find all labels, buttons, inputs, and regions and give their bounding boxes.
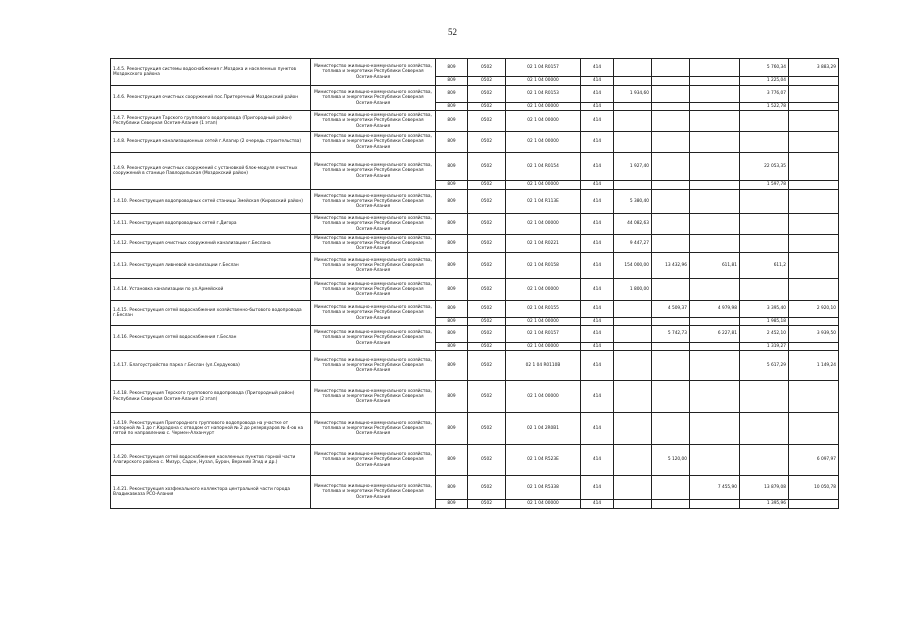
amount-year-3 — [690, 343, 740, 351]
amount-year-3 — [690, 132, 740, 153]
table-row — [111, 445, 839, 476]
amount-year-5 — [789, 181, 839, 190]
program-item-name: 1.4.17. Благоустройство парка г.Беслан (ул.Сердукова) — [111, 351, 311, 381]
amount-year-4 — [740, 445, 789, 476]
amount-year-3: 611,81 — [690, 253, 740, 279]
program-item-name: 1.4.8. Реконструкция канализационных сетей г.Алагир (2 очередь строительства) — [111, 132, 311, 153]
amount-year-2 — [652, 132, 690, 153]
section-code: 0502 — [468, 181, 506, 190]
grbs-code: 809 — [436, 235, 468, 253]
table-row — [111, 351, 839, 381]
amount-year-1 — [614, 351, 652, 381]
amount-year-3: 4 979,98 — [690, 301, 740, 318]
amount-year-3 — [690, 214, 740, 235]
responsible-ministry: Министерство жилищно-коммунального хозяйства, топлива и энергетики Республики Северная Осетия-Алания — [311, 214, 436, 235]
amount-year-2: 13 432,96 — [652, 253, 690, 279]
grbs-code: 809 — [436, 153, 468, 181]
amount-year-4: 22 053,35 — [740, 153, 789, 181]
expense-type-code: 414 — [581, 181, 614, 190]
amount-year-3 — [690, 86, 740, 103]
grbs-code: 809 — [436, 445, 468, 476]
amount-year-2 — [652, 476, 690, 500]
target-article-code: 02 1 04 00000 — [506, 181, 581, 190]
grbs-code: 809 — [436, 111, 468, 132]
grbs-code: 809 — [436, 500, 468, 509]
amount-year-1 — [614, 111, 652, 132]
expense-type-code: 414 — [581, 476, 614, 500]
responsible-ministry: Министерство жилищно-коммунального хозяйства, топлива и энергетики Республики Северная Осетия-Алания — [311, 111, 436, 132]
responsible-ministry: Министерство жилищно-коммунального хозяйства, топлива и энергетики Республики Северная Осетия-Алания — [311, 413, 436, 445]
responsible-ministry: Министерство жилищно-коммунального хозяйства, топлива и энергетики Республики Северная Осетия-Алания — [311, 190, 436, 214]
section-code: 0502 — [468, 103, 506, 111]
expense-type-code: 414 — [581, 153, 614, 181]
amount-year-1 — [614, 181, 652, 190]
amount-year-4 — [740, 214, 789, 235]
amount-year-1 — [614, 413, 652, 445]
amount-year-3 — [690, 351, 740, 381]
section-code: 0502 — [468, 153, 506, 181]
section-code: 0502 — [468, 77, 506, 86]
amount-year-2 — [652, 235, 690, 253]
amount-year-5: 1 149,24 — [789, 351, 839, 381]
amount-year-4: 3 776,07 — [740, 86, 789, 103]
expense-type-code: 414 — [581, 381, 614, 413]
program-item-name: 1.4.10. Реконструкция водопроводных сетей станицы Змейская (Кировский район) — [111, 190, 311, 214]
amount-year-4 — [740, 413, 789, 445]
amount-year-5: 2 920,10 — [789, 301, 839, 318]
program-item-name: 1.4.21. Реконструкция хозфекального коллектора центральной части города Владикавказа РСО-Алания — [111, 476, 311, 509]
responsible-ministry: Министерство жилищно-коммунального хозяйства, топлива и энергетики Республики Северная Осетия-Алания — [311, 235, 436, 253]
responsible-ministry: Министерство жилищно-коммунального хозяйства, топлива и энергетики Республики Северная Осетия-Алания — [311, 86, 436, 111]
amount-year-5 — [789, 190, 839, 214]
amount-year-4: 1 395,96 — [740, 500, 789, 509]
amount-year-3 — [690, 59, 740, 77]
program-item-name: 1.4.15. Реконструкция сетей водоснабжения хозяйственно-бытового водопровода г.Беслан — [111, 301, 311, 326]
section-code: 0502 — [468, 111, 506, 132]
program-item-name: 1.4.14. Установка канализации по ул.Армейской — [111, 279, 311, 301]
responsible-ministry: Министерство жилищно-коммунального хозяйства, топлива и энергетики Республики Северная Осетия-Алания — [311, 301, 436, 326]
amount-year-5 — [789, 86, 839, 103]
amount-year-4 — [740, 132, 789, 153]
program-item-name: 1.4.18. Реконструкция Терского группового водопровода (Пригородный район) Республики Северная Осетия-Алания (2 этап) — [111, 381, 311, 413]
amount-year-1: 154 000,00 — [614, 253, 652, 279]
expense-type-code: 414 — [581, 326, 614, 343]
amount-year-3 — [690, 318, 740, 326]
target-article-code: 02 1 04 00000 — [506, 343, 581, 351]
amount-year-4: 1 319,27 — [740, 343, 789, 351]
amount-year-1 — [614, 301, 652, 318]
target-article-code: 02 1 04 2R0B1 — [506, 413, 581, 445]
amount-year-4 — [740, 111, 789, 132]
expense-type-code: 414 — [581, 301, 614, 318]
target-article-code: 02 1 04 R113E — [506, 190, 581, 214]
expense-type-code: 414 — [581, 214, 614, 235]
amount-year-1 — [614, 318, 652, 326]
program-item-name: 1.4.20. Реконструкция сетей водоснабжения населенных пунктов горной части Алагирского района с. Мизур, Садон, Нузал, Бурон, Верхний Згид и др.) — [111, 445, 311, 476]
program-item-name: 1.4.12. Реконструкция очистных сооружений канализации г.Беслана — [111, 235, 311, 253]
responsible-ministry: Министерство жилищно-коммунального хозяйства, топлива и энергетики Республики Северная Осетия-Алания — [311, 132, 436, 153]
amount-year-3 — [690, 500, 740, 509]
amount-year-3 — [690, 77, 740, 86]
section-code: 0502 — [468, 326, 506, 343]
section-code: 0502 — [468, 343, 506, 351]
amount-year-4: 2 452,10 — [740, 326, 789, 343]
amount-year-2 — [652, 214, 690, 235]
amount-year-5: 6 097,97 — [789, 445, 839, 476]
section-code: 0502 — [468, 235, 506, 253]
amount-year-5 — [789, 279, 839, 301]
amount-year-2 — [652, 59, 690, 77]
amount-year-1 — [614, 132, 652, 153]
expense-type-code: 414 — [581, 318, 614, 326]
program-item-name: 1.4.7. Реконструкция Тарского группового водопровода (Пригородный район) Республики Северная Осетия-Алания (1 этап) — [111, 111, 311, 132]
target-article-code: 02 1 04 00000 — [506, 103, 581, 111]
table-row — [111, 235, 839, 253]
amount-year-5 — [789, 235, 839, 253]
section-code: 0502 — [468, 86, 506, 103]
amount-year-4: 5 760,34 — [740, 59, 789, 77]
amount-year-5 — [789, 413, 839, 445]
grbs-code: 809 — [436, 132, 468, 153]
amount-year-4 — [740, 235, 789, 253]
amount-year-2 — [652, 77, 690, 86]
amount-year-3 — [690, 153, 740, 181]
amount-year-2 — [652, 413, 690, 445]
target-article-code: 02 1 04 00000 — [506, 111, 581, 132]
table-row — [111, 326, 839, 343]
target-article-code: 02 1 04 R0158 — [506, 253, 581, 279]
table-row — [111, 132, 839, 153]
section-code: 0502 — [468, 190, 506, 214]
expense-type-code: 414 — [581, 77, 614, 86]
program-item-name: 1.4.19. Реконструкция Пригородного группового водопровода на участке от напорной № 1 до г.Карадона с отводом от напорной № 2 до резервуаров № 4-ов на пятой по направлению с. Чермен-Алханчурт — [111, 413, 311, 445]
amount-year-1: 5 380,40 — [614, 190, 652, 214]
amount-year-1: 44 082,63 — [614, 214, 652, 235]
expense-type-code: 414 — [581, 86, 614, 103]
table-row — [111, 86, 839, 103]
amount-year-5 — [789, 500, 839, 509]
amount-year-2 — [652, 279, 690, 301]
amount-year-3: 7 455,90 — [690, 476, 740, 500]
grbs-code: 809 — [436, 279, 468, 301]
amount-year-4: 611,2 — [740, 253, 789, 279]
amount-year-4: 1 522,78 — [740, 103, 789, 111]
amount-year-2: 5 120,00 — [652, 445, 690, 476]
amount-year-2 — [652, 111, 690, 132]
amount-year-4 — [740, 190, 789, 214]
grbs-code: 809 — [436, 381, 468, 413]
target-article-code: 02 1 04 R0153 — [506, 86, 581, 103]
target-article-code: 02 1 04 00000 — [506, 132, 581, 153]
expense-type-code: 414 — [581, 235, 614, 253]
amount-year-5: 10 050,78 — [789, 476, 839, 500]
program-item-name: 1.4.6. Реконструкция очистных сооружений пос.Притеречный Моздокский район — [111, 86, 311, 111]
target-article-code: 02 1 04 R0155 — [506, 301, 581, 318]
table-row — [111, 214, 839, 235]
grbs-code: 809 — [436, 253, 468, 279]
table-body — [111, 59, 839, 509]
table-row — [111, 253, 839, 279]
responsible-ministry: Министерство жилищно-коммунального хозяйства, топлива и энергетики Республики Северная Осетия-Алания — [311, 476, 436, 509]
amount-year-3 — [690, 381, 740, 413]
program-item-name: 1.4.16. Реконструкция сетей водоснабжения г.Беслан — [111, 326, 311, 351]
responsible-ministry: Министерство жилищно-коммунального хозяйства, топлива и энергетики Республики Северная Осетия-Алания — [311, 445, 436, 476]
amount-year-4 — [740, 381, 789, 413]
responsible-ministry: Министерство жилищно-коммунального хозяйства, топлива и энергетики Республики Северная Осетия-Алания — [311, 59, 436, 86]
amount-year-2 — [652, 103, 690, 111]
table-row — [111, 413, 839, 445]
responsible-ministry: Министерство жилищно-коммунального хозяйства, топлива и энергетики Республики Северная Осетия-Алания — [311, 326, 436, 351]
target-article-code: 02 1 04 00000 — [506, 279, 581, 301]
target-article-code: 02 1 04 R523E — [506, 445, 581, 476]
amount-year-5 — [789, 253, 839, 279]
amount-year-2: 4 509,37 — [652, 301, 690, 318]
program-item-name: 1.4.9. Реконструкция очистных сооружений с установкой блок-модуля очистных сооружений в станице Павлодольская (Моздокский район) — [111, 153, 311, 190]
amount-year-2 — [652, 181, 690, 190]
amount-year-1: 1 934,60 — [614, 86, 652, 103]
target-article-code: 02 1 04 00000 — [506, 214, 581, 235]
table-row — [111, 381, 839, 413]
budget-table — [110, 58, 839, 509]
section-code: 0502 — [468, 476, 506, 500]
expense-type-code: 414 — [581, 500, 614, 509]
amount-year-2 — [652, 343, 690, 351]
amount-year-5 — [789, 103, 839, 111]
amount-year-5 — [789, 111, 839, 132]
table-row — [111, 153, 839, 181]
table-row — [111, 190, 839, 214]
amount-year-1 — [614, 326, 652, 343]
grbs-code: 809 — [436, 59, 468, 77]
target-article-code: 02 1 04 R0157 — [506, 59, 581, 77]
grbs-code: 809 — [436, 77, 468, 86]
amount-year-4: 1 597,78 — [740, 181, 789, 190]
grbs-code: 809 — [436, 476, 468, 500]
amount-year-2 — [652, 318, 690, 326]
amount-year-1 — [614, 59, 652, 77]
page-number: 52 — [448, 27, 457, 37]
table-row — [111, 59, 839, 77]
responsible-ministry: Министерство жилищно-коммунального хозяйства, топлива и энергетики Республики Северная Осетия-Алания — [311, 153, 436, 190]
amount-year-1 — [614, 476, 652, 500]
section-code: 0502 — [468, 445, 506, 476]
amount-year-1 — [614, 445, 652, 476]
amount-year-3 — [690, 413, 740, 445]
amount-year-3 — [690, 103, 740, 111]
amount-year-4 — [740, 279, 789, 301]
target-article-code: 02 1 04 R5338 — [506, 476, 581, 500]
amount-year-5 — [789, 214, 839, 235]
expense-type-code: 414 — [581, 343, 614, 351]
amount-year-5 — [789, 132, 839, 153]
section-code: 0502 — [468, 279, 506, 301]
amount-year-1 — [614, 103, 652, 111]
responsible-ministry: Министерство жилищно-коммунального хозяйства, топлива и энергетики Республики Северная Осетия-Алания — [311, 351, 436, 381]
amount-year-5: 3 883,29 — [789, 59, 839, 77]
expense-type-code: 414 — [581, 413, 614, 445]
responsible-ministry: Министерство жилищно-коммунального хозяйства, топлива и энергетики Республики Северная Осетия-Алания — [311, 279, 436, 301]
amount-year-2 — [652, 86, 690, 103]
section-code: 0502 — [468, 500, 506, 509]
expense-type-code: 414 — [581, 445, 614, 476]
grbs-code: 809 — [436, 103, 468, 111]
target-article-code: 02 1 04 R0157 — [506, 326, 581, 343]
section-code: 0502 — [468, 351, 506, 381]
amount-year-3 — [690, 445, 740, 476]
grbs-code: 809 — [436, 301, 468, 318]
amount-year-2 — [652, 153, 690, 181]
amount-year-4: 5 617,29 — [740, 351, 789, 381]
amount-year-3 — [690, 279, 740, 301]
amount-year-5 — [789, 153, 839, 181]
amount-year-4: 3 395,40 — [740, 301, 789, 318]
grbs-code: 809 — [436, 214, 468, 235]
target-article-code: 02 1 04 R0154 — [506, 153, 581, 181]
amount-year-4: 1 985,18 — [740, 318, 789, 326]
amount-year-2: 5 742,73 — [652, 326, 690, 343]
section-code: 0502 — [468, 413, 506, 445]
program-item-name: 1.4.13. Реконструкция ливневой канализации г.Беслан — [111, 253, 311, 279]
table-row — [111, 279, 839, 301]
amount-year-5: 3 939,50 — [789, 326, 839, 343]
target-article-code: 02 1 04 00000 — [506, 77, 581, 86]
amount-year-5 — [789, 381, 839, 413]
expense-type-code: 414 — [581, 351, 614, 381]
grbs-code: 809 — [436, 326, 468, 343]
grbs-code: 809 — [436, 181, 468, 190]
amount-year-4: 13 879,08 — [740, 476, 789, 500]
target-article-code: 02 1 04 R0110B — [506, 351, 581, 381]
amount-year-3 — [690, 181, 740, 190]
target-article-code: 02 1 04 00000 — [506, 318, 581, 326]
section-code: 0502 — [468, 381, 506, 413]
expense-type-code: 414 — [581, 103, 614, 111]
amount-year-2 — [652, 500, 690, 509]
section-code: 0502 — [468, 132, 506, 153]
grbs-code: 809 — [436, 413, 468, 445]
amount-year-1 — [614, 77, 652, 86]
expense-type-code: 414 — [581, 132, 614, 153]
amount-year-2 — [652, 190, 690, 214]
amount-year-1: 9 447,27 — [614, 235, 652, 253]
section-code: 0502 — [468, 301, 506, 318]
amount-year-3 — [690, 235, 740, 253]
expense-type-code: 414 — [581, 279, 614, 301]
grbs-code: 809 — [436, 318, 468, 326]
section-code: 0502 — [468, 253, 506, 279]
expense-type-code: 414 — [581, 253, 614, 279]
amount-year-4: 1 225,04 — [740, 77, 789, 86]
amount-year-5 — [789, 77, 839, 86]
amount-year-3 — [690, 190, 740, 214]
amount-year-1: 1 800,00 — [614, 279, 652, 301]
target-article-code: 02 1 04 R0221 — [506, 235, 581, 253]
table-row — [111, 476, 839, 500]
expense-type-code: 414 — [581, 59, 614, 77]
grbs-code: 809 — [436, 190, 468, 214]
amount-year-3 — [690, 111, 740, 132]
amount-year-3: 6 227,81 — [690, 326, 740, 343]
expense-type-code: 414 — [581, 190, 614, 214]
target-article-code: 02 1 04 00000 — [506, 381, 581, 413]
program-item-name: 1.4.11. Реконструкция водопроводных сетей г.Дигора — [111, 214, 311, 235]
grbs-code: 809 — [436, 351, 468, 381]
grbs-code: 809 — [436, 86, 468, 103]
section-code: 0502 — [468, 214, 506, 235]
amount-year-2 — [652, 381, 690, 413]
amount-year-2 — [652, 351, 690, 381]
grbs-code: 809 — [436, 343, 468, 351]
section-code: 0502 — [468, 318, 506, 326]
amount-year-1 — [614, 381, 652, 413]
responsible-ministry: Министерство жилищно-коммунального хозяйства, топлива и энергетики Республики Северная Осетия-Алания — [311, 381, 436, 413]
responsible-ministry: Министерство жилищно-коммунального хозяйства, топлива и энергетики Республики Северная Осетия-Алания — [311, 253, 436, 279]
target-article-code: 02 1 04 00000 — [506, 500, 581, 509]
expense-type-code: 414 — [581, 111, 614, 132]
amount-year-5 — [789, 318, 839, 326]
table-row — [111, 111, 839, 132]
amount-year-1 — [614, 500, 652, 509]
amount-year-1 — [614, 343, 652, 351]
program-item-name: 1.4.5. Реконструкция системы водоснабжения г.Моздока и населенных пунктов Моздокского района — [111, 59, 311, 86]
section-code: 0502 — [468, 59, 506, 77]
amount-year-1: 1 927,40 — [614, 153, 652, 181]
amount-year-5 — [789, 343, 839, 351]
table-row — [111, 301, 839, 318]
